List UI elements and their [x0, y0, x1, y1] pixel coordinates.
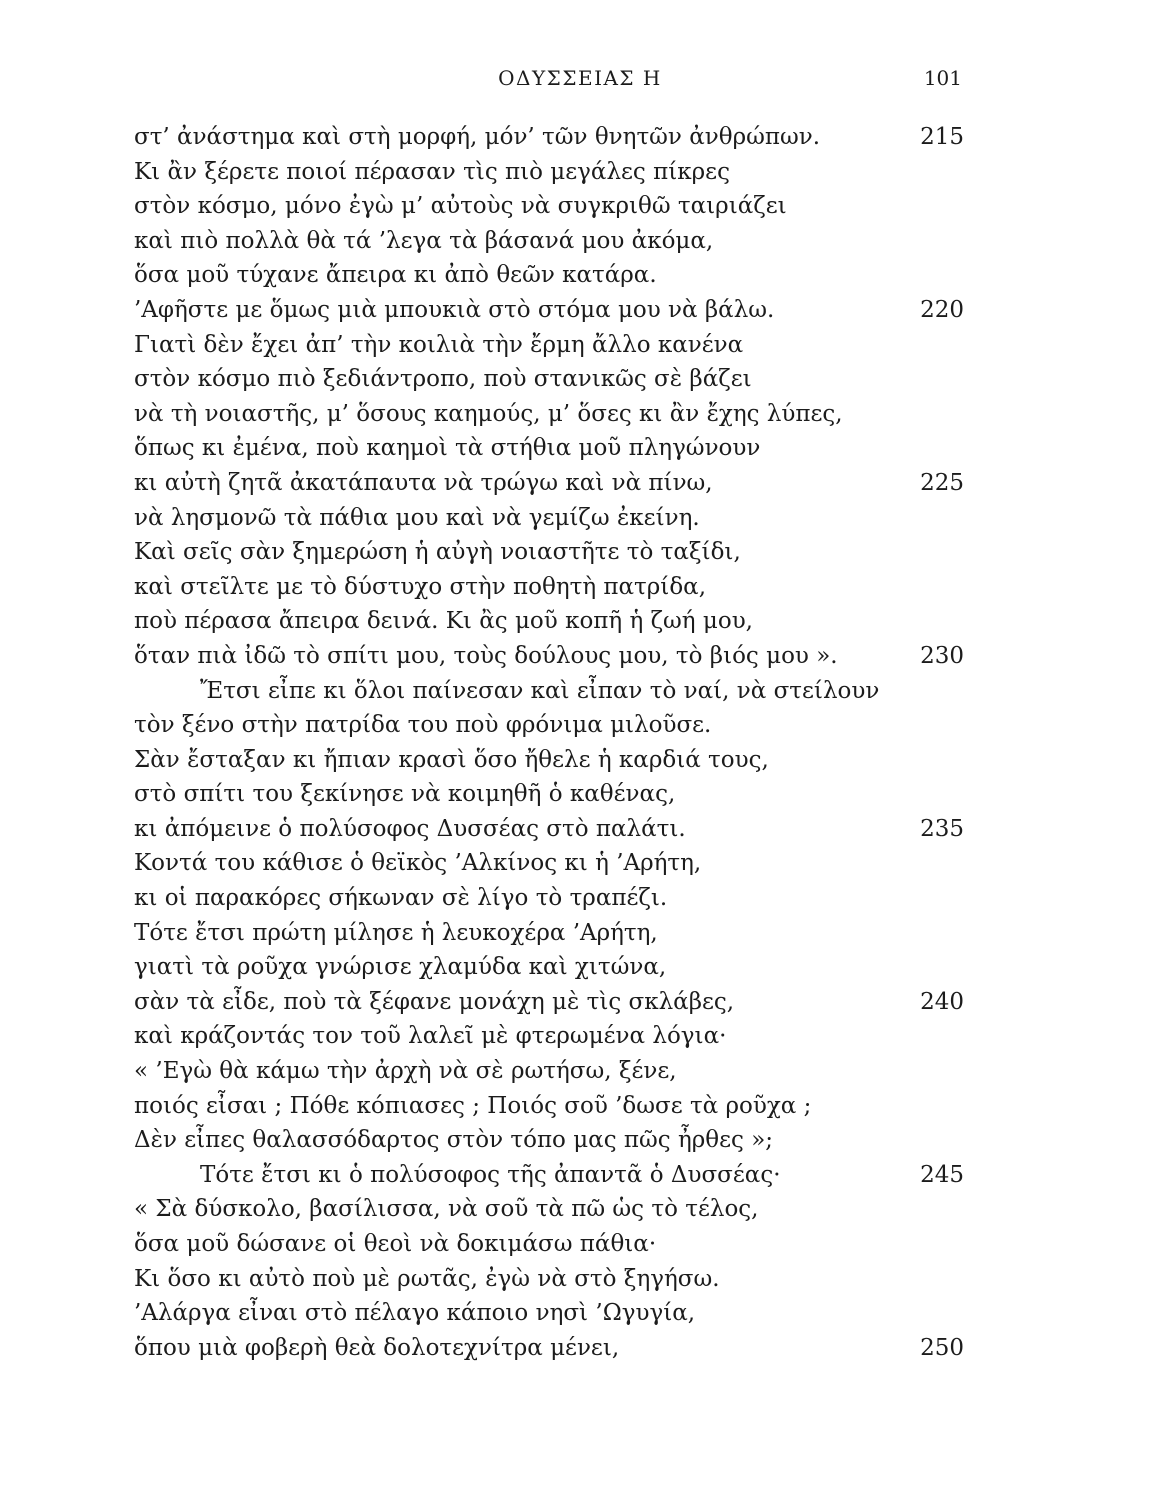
verse-text: Δὲν εἶπες θαλασσόδαρτος στὸν τόπο μας πῶς ἦρθες »; [134, 1127, 774, 1154]
verse-text: ὅπως κι ἐμένα, ποὺ καημοὶ τὰ στήθια μοῦ πληγώνουν [134, 435, 761, 462]
verse-line [134, 916, 964, 951]
verse-text: ’Αφῆστε με ὅμως μιὰ μπουκιὰ στὸ στόμα μου νὰ βάλω. [134, 296, 775, 323]
verse-line [134, 570, 964, 605]
verse-text: γιατὶ τὰ ροῦχα γνώρισε χλαμύδα καὶ χιτώνα, [134, 954, 667, 981]
verse-text: στ’ ἀνάστημα καὶ στὴ μορφή, μόν’ τῶν θνητῶν ἀνθρώπων. [134, 124, 821, 150]
verse-line [134, 708, 964, 743]
verse-line [134, 1262, 964, 1297]
verse-line [134, 535, 964, 570]
verse-text: κι ἀπόμεινε ὁ πολύσοφος Δυσσέας στὸ παλάτι. [134, 815, 686, 842]
verse-text: « ’Εγὼ θὰ κάμω τὴν ἀρχὴ νὰ σὲ ρωτήσω, ξένε, [134, 1058, 677, 1085]
verse-text: Γιατὶ δὲν ἔχει ἀπ’ τὴν κοιλιὰ τὴν ἔρμη ἄλλο κανένα [134, 331, 744, 358]
running-head-title: ΟΔΥΣΣΕΙΑΣ Η [498, 66, 662, 90]
verse-block [134, 120, 964, 1365]
verse-line [134, 950, 964, 985]
verse-text: Τότε ἔτσι κι ὁ πολύσοφος τῆς ἀπαντᾶ ὁ Δυσσέας· [200, 1161, 781, 1188]
verse-line [134, 1227, 964, 1262]
line-number: 225 [920, 469, 964, 496]
verse-text: ’Αλάργα εἶναι στὸ πέλαγο κάποιο νησὶ ’Ωγυγία, [134, 1300, 696, 1327]
verse-text: Κοντά του κάθισε ὁ θεϊκὸς ’Αλκίνος κι ἡ ’Αρήτη, [134, 850, 702, 877]
verse-line [134, 812, 964, 847]
line-number: 220 [920, 296, 964, 323]
verse-text: καὶ στεῖλτε με τὸ δύστυχο στὴν ποθητὴ πατρίδα, [134, 573, 707, 600]
verse-text: Κι ὅσο κι αὐτὸ ποὺ μὲ ρωτᾶς, ἐγὼ νὰ στὸ ξηγήσω. [134, 1265, 720, 1292]
verse-line [134, 224, 964, 259]
verse-line [134, 258, 964, 293]
verse-line [134, 743, 964, 778]
line-number: 230 [920, 642, 964, 669]
verse-line [134, 881, 964, 916]
verse-line [134, 1331, 964, 1366]
verse-text: στὸν κόσμο πιὸ ξεδιάντροπο, ποὺ στανικῶς σὲ βάζει [134, 366, 752, 393]
verse-line [134, 1089, 964, 1124]
verse-text: Καὶ σεῖς σὰν ξημερώση ἡ αὐγὴ νοιαστῆτε τὸ ταξίδι, [134, 539, 741, 566]
verse-line [134, 985, 964, 1020]
verse-text: ὅταν πιὰ ἰδῶ τὸ σπίτι μου, τοὺς δούλους μου, τὸ βιός μου ». [134, 642, 838, 669]
verse-text: ποὺ πέρασα ἄπειρα δεινά. Κι ἂς μοῦ κοπῆ ἡ ζωή μου, [134, 608, 753, 635]
verse-line [134, 777, 964, 812]
verse-text: Σὰν ἔσταξαν κι ἤπιαν κρασὶ ὅσο ἤθελε ἡ καρδιά τους, [134, 746, 769, 773]
verse-text: κι αὐτὴ ζητᾶ ἀκατάπαυτα νὰ τρώγω καὶ νὰ πίνω, [134, 469, 713, 496]
verse-text: τὸν ξένο στὴν πατρίδα του ποὺ φρόνιμα μιλοῦσε. [134, 712, 712, 739]
verse-line [134, 604, 964, 639]
verse-text: « Σὰ δύσκολο, βασίλισσα, νὰ σοῦ τὰ πῶ ὡς τὸ τέλος, [134, 1196, 759, 1223]
verse-line [134, 362, 964, 397]
verse-line [134, 1054, 964, 1089]
verse-text: ὅπου μιὰ φοβερὴ θεὰ δολοτεχνίτρα μένει, [134, 1334, 620, 1361]
verse-text: στὸ σπίτι του ξεκίνησε νὰ κοιμηθῆ ὁ καθένας, [134, 781, 676, 808]
verse-text: ὅσα μοῦ δώσανε οἱ θεοὶ νὰ δοκιμάσω πάθια· [134, 1231, 657, 1257]
verse-text: Τότε ἔτσι πρώτη μίλησε ἡ λευκοχέρα ’Αρήτη, [134, 919, 658, 946]
verse-text: ποιός εἶσαι ; Πόθε κόπιασες ; Ποιός σοῦ ’δωσε τὰ ροῦχα ; [134, 1092, 812, 1119]
verse-line [134, 846, 964, 881]
verse-line [134, 466, 964, 501]
verse-line [134, 1123, 964, 1158]
verse-text: καὶ πιὸ πολλὰ θὰ τά ’λεγα τὰ βάσανά μου ἀκόμα, [134, 227, 714, 254]
verse-text: κι οἱ παρακόρες σήκωναν σὲ λίγο τὸ τραπέζι. [134, 885, 668, 912]
verse-text: νὰ τὴ νοιαστῆς, μ’ ὅσους καημούς, μ’ ὅσες κι ἂν ἔχης λύπες, [134, 400, 843, 427]
verse-line [134, 189, 964, 224]
verse-text: Κι ἂν ξέρετε ποιοί πέρασαν τὶς πιὸ μεγάλες πίκρες [134, 158, 730, 185]
verse-line [134, 397, 964, 432]
verse-line [134, 639, 964, 674]
verse-text: ὅσα μοῦ τύχανε ἄπειρα κι ἀπὸ θεῶν κατάρα. [134, 262, 657, 289]
verse-line [134, 501, 964, 536]
verse-line [134, 1192, 964, 1227]
verse-line [134, 1158, 964, 1193]
line-number: 215 [920, 124, 964, 150]
page-number: 101 [923, 66, 962, 90]
verse-line [134, 293, 964, 328]
verse-text: σὰν τὰ εἶδε, ποὺ τὰ ξέφανε μονάχη μὲ τὶς σκλάβες, [134, 988, 735, 1015]
verse-line [134, 328, 964, 363]
line-number: 250 [920, 1334, 964, 1361]
verse-line [134, 155, 964, 190]
line-number: 245 [920, 1161, 964, 1188]
verse-line [134, 1296, 964, 1331]
verse-line [134, 674, 964, 709]
verse-text: στὸν κόσμο, μόνο ἐγὼ μ’ αὐτοὺς νὰ συγκριθῶ ταιριάζει [134, 193, 787, 220]
verse-line [134, 1019, 964, 1054]
verse-text: καὶ κράζοντάς τον τοῦ λαλεῖ μὲ φτερωμένα λόγια· [134, 1023, 727, 1050]
verse-line [134, 431, 964, 466]
verse-text: Ἔτσι εἶπε κι ὅλοι παίνεσαν καὶ εἶπαν τὸ ναί, νὰ στείλουν [200, 677, 880, 704]
line-number: 240 [920, 988, 964, 1015]
verse-text: νὰ λησμονῶ τὰ πάθια μου καὶ νὰ γεμίζω ἐκείνη. [134, 504, 700, 531]
verse-line [134, 120, 964, 155]
line-number: 235 [920, 815, 964, 842]
